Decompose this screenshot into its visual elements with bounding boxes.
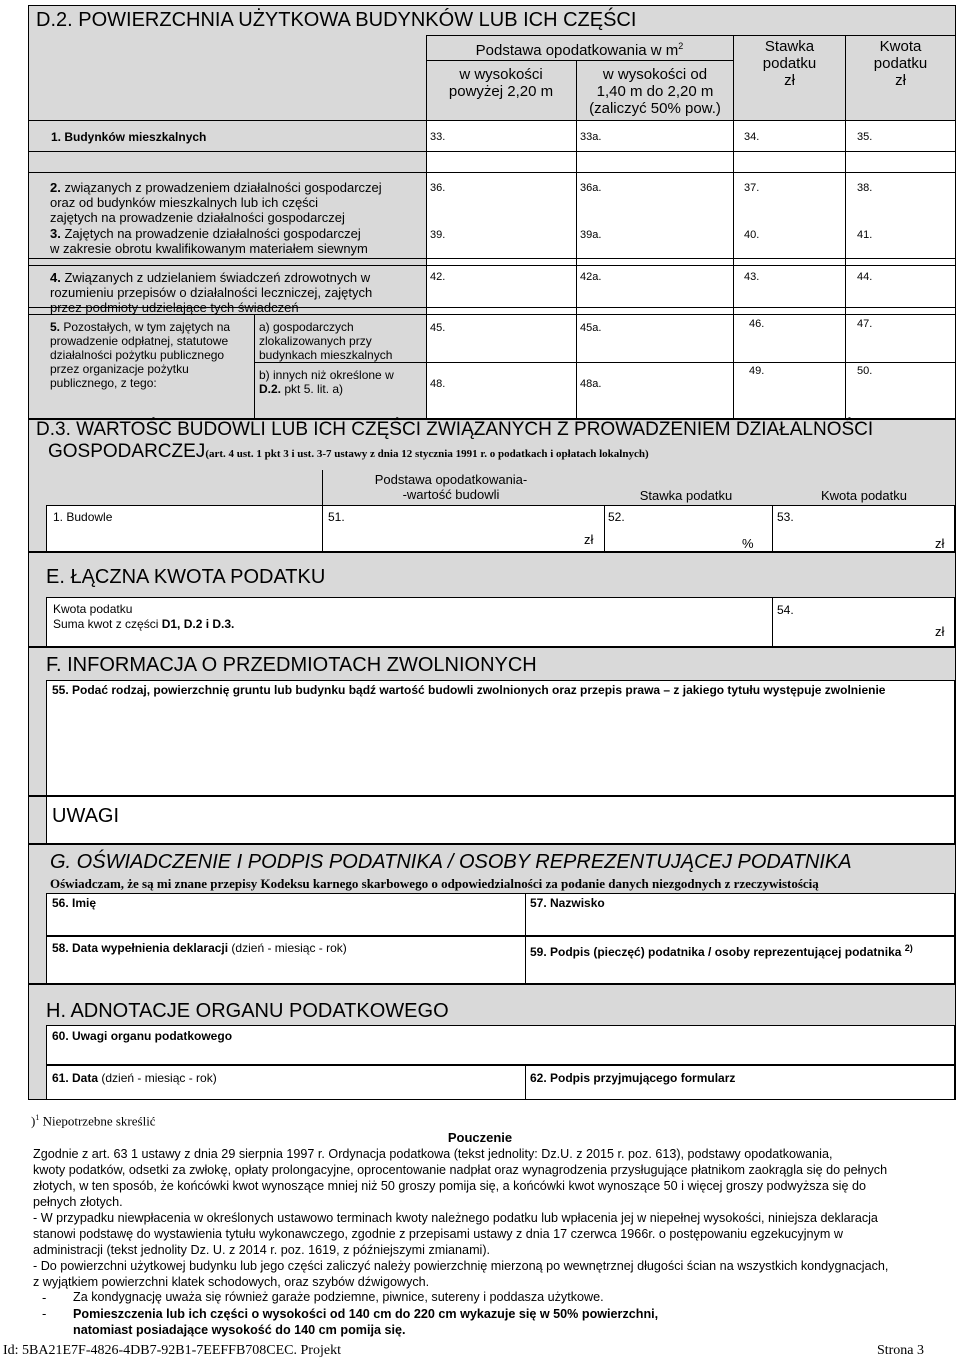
field-33a[interactable]: 33a. (580, 131, 602, 143)
section-f-title: F. INFORMACJA O PRZEDMIOTACH ZWOLNIONYCH (46, 654, 537, 676)
d3-divider (604, 505, 605, 552)
row5-label: 5. Pozostałych, w tym zajętych na prowadzenie odpłatnej, statutowe działalności pożytku publicznego przez organizacje pożytku publicznego, z tego: (50, 320, 231, 390)
field-41[interactable]: 41. (857, 229, 873, 241)
d3-unit-pct: % (742, 536, 754, 551)
uwagi-box[interactable] (46, 796, 955, 844)
pouczenie-title: Pouczenie (447, 1130, 513, 1145)
d2-divider (29, 120, 955, 121)
field-53[interactable]: 53. (777, 510, 794, 524)
field-42[interactable]: 42. (430, 271, 446, 283)
tax-base-header: Podstawa opodatkowania w $m^2$ (475, 41, 684, 59)
field-35[interactable]: 35. (857, 131, 873, 143)
d2-divider (426, 362, 955, 363)
field-56-label: 56. Imię (52, 896, 97, 910)
field-60-label: 60. Uwagi organu podatkowego (52, 1029, 233, 1043)
col-above-header: w wysokości powyżej 2,20 m (448, 66, 554, 100)
section-g-title: G. OŚWIADCZENIE I PODPIS PODATNIKA / OSOBY REPREZENTUJĄCEJ PODATNIKA (50, 851, 852, 873)
field-54[interactable]: 54. (777, 603, 794, 617)
field-51[interactable]: 51. (328, 510, 345, 524)
field-58-label: 58. Data wypełnienia deklaracji (dzień - miesiąc - rok) (52, 941, 347, 955)
d3-col-amount: Kwota podatku (820, 488, 907, 503)
row3-label: 3. Zajętych na prowadzenie działalności gospodarczej w zakresie obrotu kwalifikowanym materiałem siewnym (50, 226, 368, 256)
field-55-label: 55. Podać rodzaj, powierzchnię gruntu lub budynku bądź wartość budowli zwolnionych oraz przepis prawa – z jakiego tytułu występuje zwolnienie (52, 683, 886, 697)
d2-divider (29, 258, 955, 259)
pouczenie-p2: - W przypadku niewpłacenia w określonych ustawowo terminach kwoty należnego podatku lub wpłacenia jej w niepełnej wysokości, niniejsza deklaracja stanowi podstawę do wystawienia tytułu wykonawczego, zgodnie z przepisami ustawy z dnia 17 czerwca 1966r. o postępowaniu egzekucyjnym w administracji (tekst jednolity Dz. U. z 2014 r. poz. 1619, z późniejszymi zmianami). (33, 1211, 878, 1257)
field-55-box[interactable] (46, 680, 955, 796)
pouczenie-bullet-1: Za kondygnację uważa się również garaże podziemne, piwnice, sutereny i poddasza użytkowe. (73, 1290, 604, 1304)
row5-sub-a: a) gospodarczych zlokalizowanych przy budynkach mieszkalnych (259, 320, 393, 362)
g-statement: Oświadczam, że są mi znane przepisy Kodeksu karnego skarbowego o odpowiedzialności za podanie danych niezgodnych z rzeczywistością (50, 876, 819, 891)
row4-label: 4. Związanych z udzielaniem świadczeń zdrowotnych w rozumieniu przepisów o działalności leczniczej, zajętych przez podmioty udzielające tych świadczeń (50, 270, 373, 315)
field-59-label: 59. Podpis (pieczęć) podatnika / osoby reprezentującej podatnika $^{2)}$ (530, 943, 913, 959)
d2-divider (29, 265, 955, 266)
field-47[interactable]: 47. (857, 318, 873, 330)
d2-divider (29, 172, 955, 173)
field-61-label: 61. Data (dzień - miesiąc - rok) (52, 1071, 217, 1085)
field-38[interactable]: 38. (857, 182, 873, 194)
field-34[interactable]: 34. (744, 131, 760, 143)
field-48[interactable]: 48. (430, 378, 446, 390)
d3-col-rate: Stawka podatku (639, 488, 733, 503)
d3-divider (772, 505, 773, 552)
field-33[interactable]: 33. (430, 131, 446, 143)
field-57-label: 57. Nazwisko (530, 896, 605, 910)
field-45[interactable]: 45. (430, 322, 446, 334)
field-50[interactable]: 50. (857, 365, 873, 377)
field-42a[interactable]: 42a. (580, 271, 602, 283)
uwagi-title: UWAGI (52, 805, 120, 827)
d3-field-row (46, 505, 955, 552)
d3-divider (322, 470, 323, 552)
pouczenie-p1: Zgodnie z art. 63 1 ustawy z dnia 29 sierpnia 1997 r. Ordynacja podatkowa (tekst jednolity: Dz.U. z 2015 r. poz. 613), podstawy opodatkowania, kwoty podatków, odsetki za zwłokę, opłaty prolongacyjne, oprocentowanie nadpłat oraz wynagrodzenia przysługujące płatnikom zaokrągla się do pełnych złotych, w ten sposób, że końcówki kwot wynoszące mniej niż 50 groszy pomija się, a końcówki kwot wynoszące 50 i więcej groszy podwyższa się do pełnych złotych. (33, 1147, 888, 1209)
field-37[interactable]: 37. (744, 182, 760, 194)
pouczenie-bullet-dash: - (42, 1306, 47, 1321)
row1-label: 1. Budynków mieszkalnych (51, 130, 207, 144)
d3-unit-zl2: zł (935, 536, 945, 551)
section-e-title: E. ŁĄCZNA KWOTA PODATKU (46, 566, 326, 588)
field-36[interactable]: 36. (430, 182, 446, 194)
section-d2-title: D.2. POWIERZCHNIA UŻYTKOWA BUDYNKÓW LUB ICH CZĘŚCI (36, 9, 637, 31)
d2-divider (29, 151, 955, 152)
field-39[interactable]: 39. (430, 229, 446, 241)
col-rate-header: Stawka podatku zł (762, 38, 817, 89)
e-label: Kwota podatku (53, 602, 133, 616)
e-sum-text: Suma kwot z części D1, D.2 i D.3. (53, 617, 235, 631)
field-39a[interactable]: 39a. (580, 229, 602, 241)
footer-page: Strona 3 (876, 1343, 924, 1358)
pouczenie-bullet-dash: - (42, 1290, 47, 1305)
footnote: )$^1$ Niepotrzebne skreślić (31, 1113, 156, 1129)
field-62-label: 62. Podpis przyjmującego formularz (530, 1071, 736, 1085)
row5-sub-b: b) innych niż określone w D.2. pkt 5. lit. a) (259, 368, 394, 396)
d2-divider (254, 314, 255, 419)
e-unit: zł (935, 624, 945, 639)
field-44[interactable]: 44. (857, 271, 873, 283)
section-h-title: H. ADNOTACJE ORGANU PODATKOWEGO (46, 1000, 449, 1022)
field-43[interactable]: 43. (744, 271, 760, 283)
col-between-header: w wysokości od 1,40 m do 2,20 m (zaliczyć 50% pow.) (589, 66, 721, 117)
col-amount-header: Kwota podatku zł (873, 38, 928, 89)
field-52[interactable]: 52. (608, 510, 625, 524)
pouczenie-bullet-2: Pomieszczenia lub ich części o wysokości od 140 cm do 220 cm wykazuje się w 50% powierzchni, natomiast posiadające wysokość do 140 cm pomija się. (73, 1307, 659, 1337)
d3-col-base: Podstawa opodatkowania- -wartość budowli (374, 472, 528, 502)
section-d3-title: D.3. WARTOŚĆ BUDOWLI LUB ICH CZĘŚCI ZWIĄZANYCH Z PROWADZENIEM DZIAŁALNOŚCI GOSPODARCZEJ(art. 4 ust. 1 pkt 3 i ust. 3-7 ustawy z dnia 12 stycznia 1991 r. o podatkach i opłatach lokalnych) (36, 419, 874, 462)
field-56-box[interactable] (46, 893, 526, 936)
footer-id: Id: 5BA21E7F-4826-4DB7-92B1-7EEFFB708CEC. Projekt (3, 1343, 341, 1358)
field-36a[interactable]: 36a. (580, 182, 602, 194)
field-40[interactable]: 40. (744, 229, 760, 241)
d2-divider (426, 60, 733, 61)
field-48a[interactable]: 48a. (580, 378, 602, 390)
field-49[interactable]: 49. (749, 365, 765, 377)
d2-divider (426, 35, 955, 36)
field-46[interactable]: 46. (749, 318, 765, 330)
row2-label: 2. związanych z prowadzeniem działalności gospodarczej oraz od budynków mieszkalnych lub ich części zajętych na prowadzenie działalności gospodarczej (50, 180, 382, 225)
e-divider (772, 597, 773, 647)
d3-unit-zl: zł (584, 532, 594, 547)
d3-row-label: 1. Budowle (53, 510, 113, 524)
pouczenie-p3: - Do powierzchni użytkowej budynku lub jego części zaliczyć należy powierzchnię mierzoną po wewnętrznej długości ścian na wszystkich kondygnacjach, z wyjątkiem powierzchni klatek schodowych, oraz szybów dźwigowych. (33, 1259, 889, 1289)
d2-divider (254, 362, 426, 363)
field-45a[interactable]: 45a. (580, 322, 602, 334)
